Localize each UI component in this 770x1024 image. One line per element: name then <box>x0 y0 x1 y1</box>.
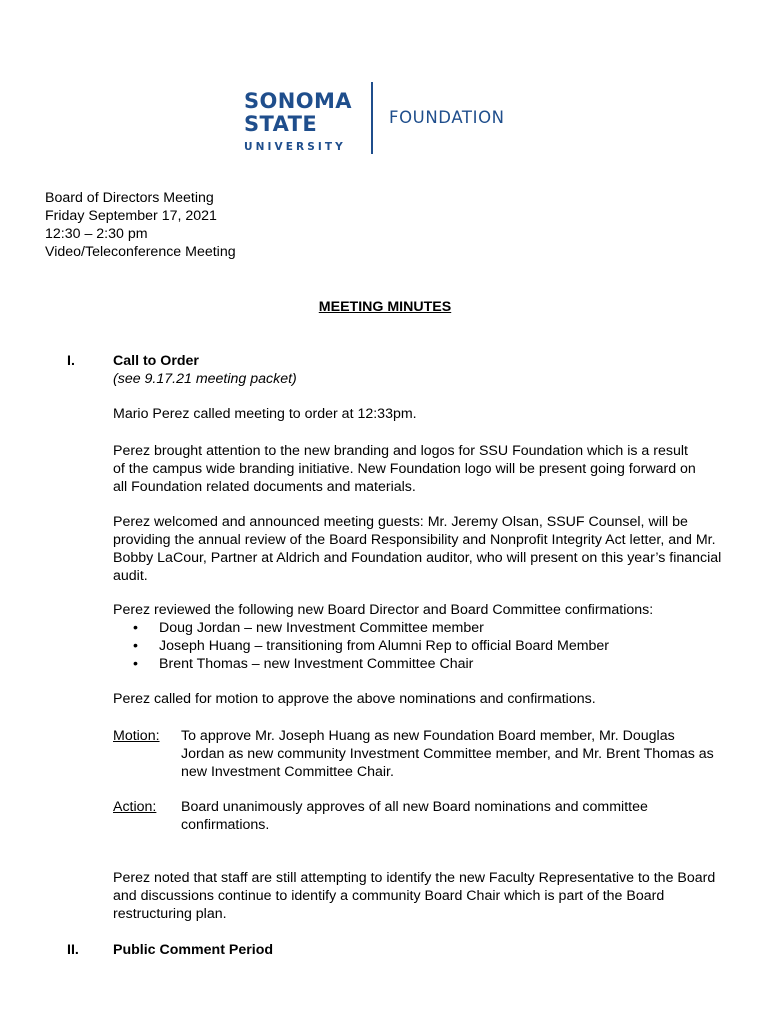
section-1-title: Call to Order <box>113 353 199 369</box>
paragraph-call-to-order: Mario Perez called meeting to order at 12:33pm. <box>113 406 417 422</box>
meeting-date: Friday September 17, 2021 <box>45 208 217 224</box>
action-label: Action: <box>113 799 157 815</box>
logo-line-university: UNIVERSITY <box>244 141 346 153</box>
paragraph-branding: Perez brought attention to the new branding and logos for SSU Foundation which is a result of the campus wide branding initiative. New Foundation logo will be present going forward on all Foundation related documents and materials. <box>113 443 696 495</box>
action-text: Board unanimously approves of all new Board nominations and committee confirmations. <box>181 799 648 833</box>
list-item-text: Brent Thomas – new Investment Committee Chair <box>159 656 474 672</box>
bullet-icon: • <box>133 656 138 672</box>
logo-line-sonoma: SONOMA <box>244 89 352 113</box>
ssu-foundation-logo <box>244 82 514 156</box>
confirmations-list <box>113 619 609 673</box>
paragraph-confirmations: Perez reviewed the following new Board Director and Board Committee confirmations: <box>113 602 654 618</box>
logo-divider <box>371 82 373 154</box>
list-item <box>113 637 609 655</box>
list-item-text: Joseph Huang – transitioning from Alumni Rep to official Board Member <box>159 638 610 654</box>
section-2-number: II. <box>67 942 79 958</box>
meeting-header <box>45 189 236 261</box>
paragraph-faculty-rep: Perez noted that staff are still attempting to identify the new Faculty Representative to the Board and discussions continue to identify a community Board Chair which is part of the Board restructuring plan. <box>113 870 716 922</box>
meeting-format: Video/Teleconference Meeting <box>45 244 236 260</box>
logo-foundation-text: FOUNDATION <box>389 108 505 127</box>
meeting-time: 12:30 – 2:30 pm <box>45 226 148 242</box>
meeting-name: Board of Directors Meeting <box>45 190 214 206</box>
motion-text: To approve Mr. Joseph Huang as new Foundation Board member, Mr. Douglas Jordan as new community Investment Committee member, and Mr. Brent Thomas as new Investment Committee Chair. <box>181 728 714 780</box>
motion-label: Motion: <box>113 728 160 744</box>
bullet-icon: • <box>133 620 138 636</box>
list-item <box>113 655 609 673</box>
bullet-icon: • <box>133 638 138 654</box>
section-2-title: Public Comment Period <box>113 942 274 958</box>
logo-line-state: STATE <box>244 112 318 136</box>
sonoma-state-university-wordmark <box>244 90 352 154</box>
list-item <box>113 619 609 637</box>
section-1-number: I. <box>67 353 75 369</box>
document-title: MEETING MINUTES <box>318 299 452 315</box>
list-item-text: Doug Jordan – new Investment Committee member <box>159 620 484 636</box>
paragraph-motion-call: Perez called for motion to approve the above nominations and confirmations. <box>113 691 596 707</box>
section-1-subtitle: (see 9.17.21 meeting packet) <box>113 371 297 387</box>
paragraph-guests: Perez welcomed and announced meeting guests: Mr. Jeremy Olsan, SSUF Counsel, will be providing the annual review of the Board Responsibility and Nonprofit Integrity Act letter, and Mr. Bobby LaCour, Partner at Aldrich and Foundation auditor, who will present on this year’s financial audit. <box>113 514 722 584</box>
